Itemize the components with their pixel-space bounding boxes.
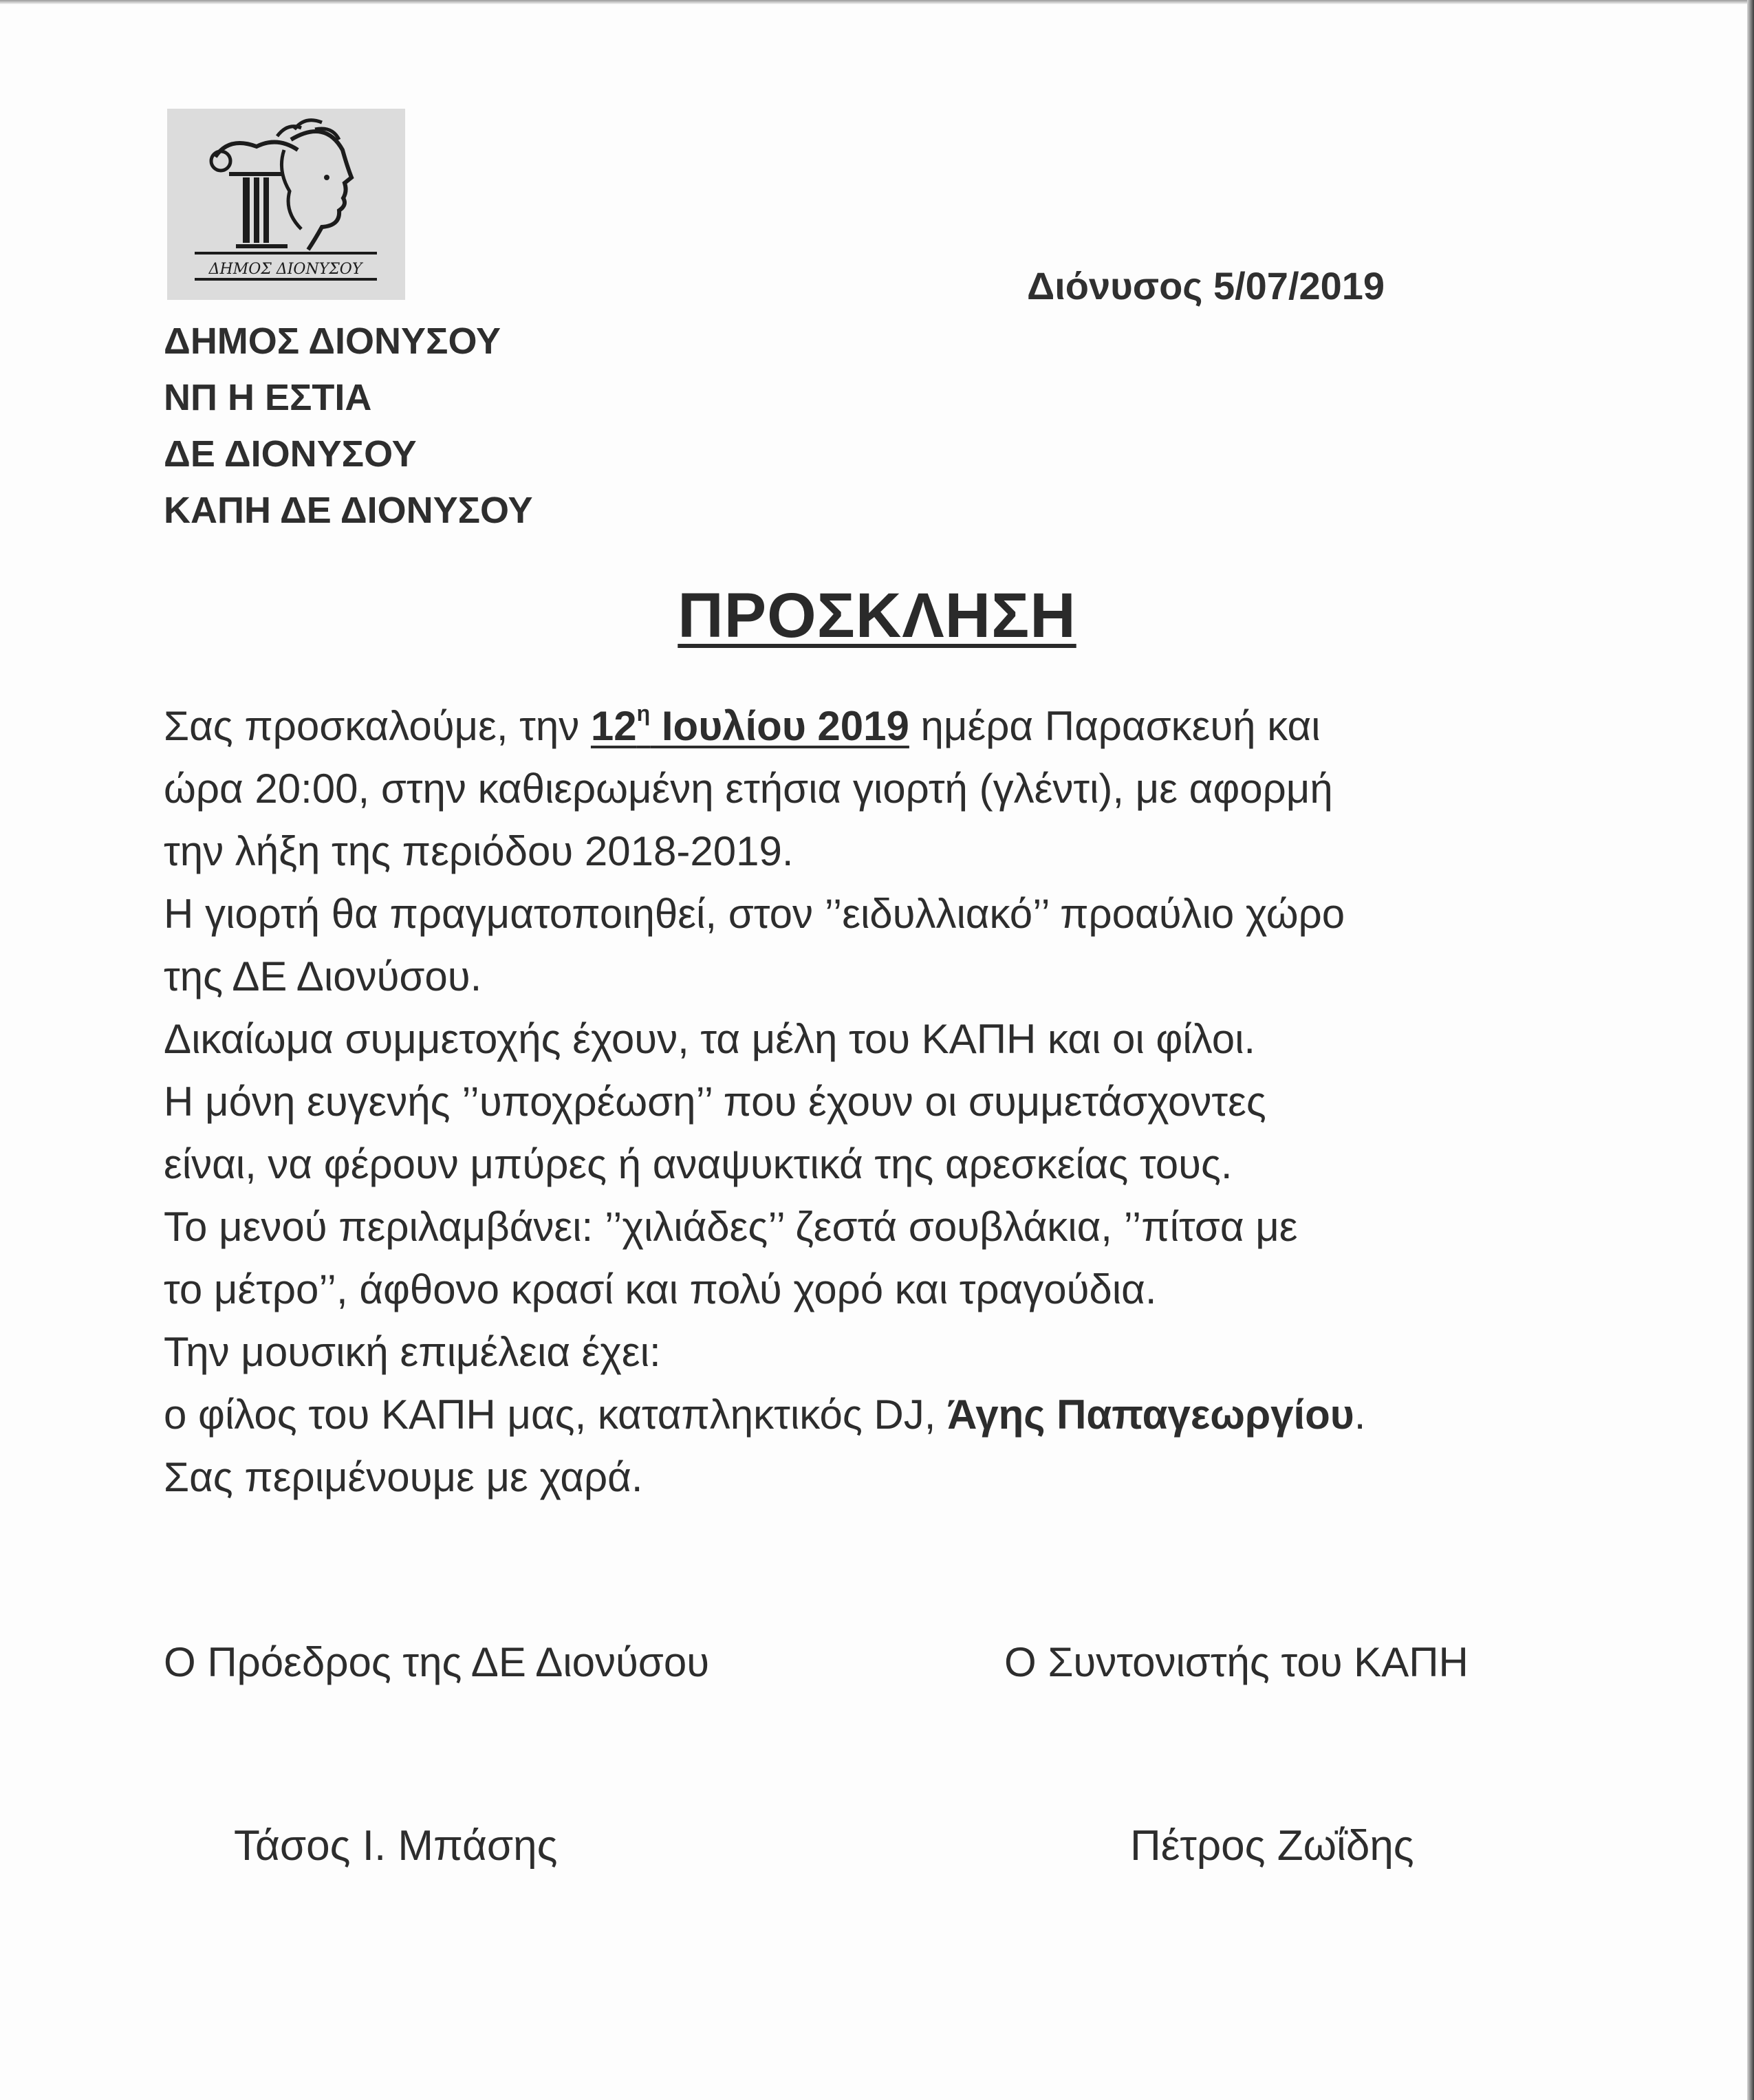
organization-header	[164, 313, 533, 539]
scan-edge-right	[1747, 0, 1754, 2100]
org-line: ΝΠ Η ΕΣΤΙΑ	[164, 377, 372, 418]
invitation-body	[164, 695, 1601, 1508]
body-line: Το μενού περιλαμβάνει: ’’χιλιάδες’’ ζεστά σουβλάκια, ’’πίτσα με	[164, 1204, 1298, 1250]
municipality-logo	[167, 109, 405, 300]
right-signatory-name: Πέτρος Ζωΐδης	[1130, 1822, 1414, 1870]
document-title	[0, 580, 1754, 652]
body-line: Η γιορτή θα πραγματοποιηθεί, στον ’’ειδυλλιακό’’ προαύλιο χώρο	[164, 891, 1345, 937]
body-line: Δικαίωμα συμμετοχής έχουν, τα μέλη του ΚΑΠΗ και οι φίλοι.	[164, 1016, 1256, 1062]
body-line	[164, 695, 1601, 757]
body-text: ημέρα Παρασκευή και	[909, 703, 1321, 749]
event-date	[591, 703, 909, 749]
document-date: Διόνυσος 5/07/2019	[1027, 264, 1385, 307]
body-text: Σας προσκαλούμε, την	[164, 703, 591, 749]
body-line: της ΔΕ Διονύσου.	[164, 953, 482, 999]
body-text: .	[1354, 1392, 1366, 1438]
org-line: ΔΕ ΔΙΟΝΥΣΟΥ	[164, 433, 417, 475]
body-line: ώρα 20:00, στην καθιερωμένη ετήσια γιορτή (γλέντι), με αφορμή	[164, 766, 1333, 812]
dj-name: Άγης Παπαγεωργίου	[947, 1392, 1354, 1438]
ordinal-suffix: η	[636, 701, 651, 726]
dionysos-head-icon	[167, 109, 405, 300]
title-text: ΠΡΟΣΚΛΗΣΗ	[678, 581, 1076, 651]
event-day: 12	[590, 703, 637, 749]
logo-text: ΔΗΜΟΣ ΔΙΟΝΥΣΟΥ	[208, 261, 362, 278]
body-line: Σας περιμένουμε με χαρά.	[164, 1454, 643, 1500]
org-line: ΚΑΠΗ ΔΕ ΔΙΟΝΥΣΟΥ	[164, 490, 533, 531]
body-text: ο φίλος του ΚΑΠΗ μας, καταπληκτικός DJ,	[164, 1392, 948, 1438]
left-signatory-name: Τάσος Ι. Μπάσης	[234, 1822, 558, 1870]
event-month: Ιουλίου 2019	[650, 703, 909, 749]
body-line: την λήξη της περιόδου 2018-2019.	[164, 828, 794, 874]
body-line: το μέτρο’’, άφθονο κρασί και πολύ χορό και τραγούδια.	[164, 1266, 1157, 1312]
org-line: ΔΗΜΟΣ ΔΙΟΝΥΣΟΥ	[164, 321, 501, 362]
left-signatory-role: Ο Πρόεδρος της ΔΕ Διονύσου	[164, 1639, 710, 1685]
body-line: είναι, να φέρουν μπύρες ή αναψυκτικά της αρεσκείας τους.	[164, 1141, 1233, 1187]
body-line: Η μόνη ευγενής ’’υποχρέωση’’ που έχουν οι συμμετάσχοντες	[164, 1079, 1266, 1125]
body-line: Την μουσική επιμέλεια έχει:	[164, 1329, 661, 1375]
right-signatory-role: Ο Συντονιστής του ΚΑΠΗ	[1004, 1639, 1469, 1685]
scan-edge-top	[0, 0, 1754, 4]
body-line	[164, 1383, 1601, 1446]
